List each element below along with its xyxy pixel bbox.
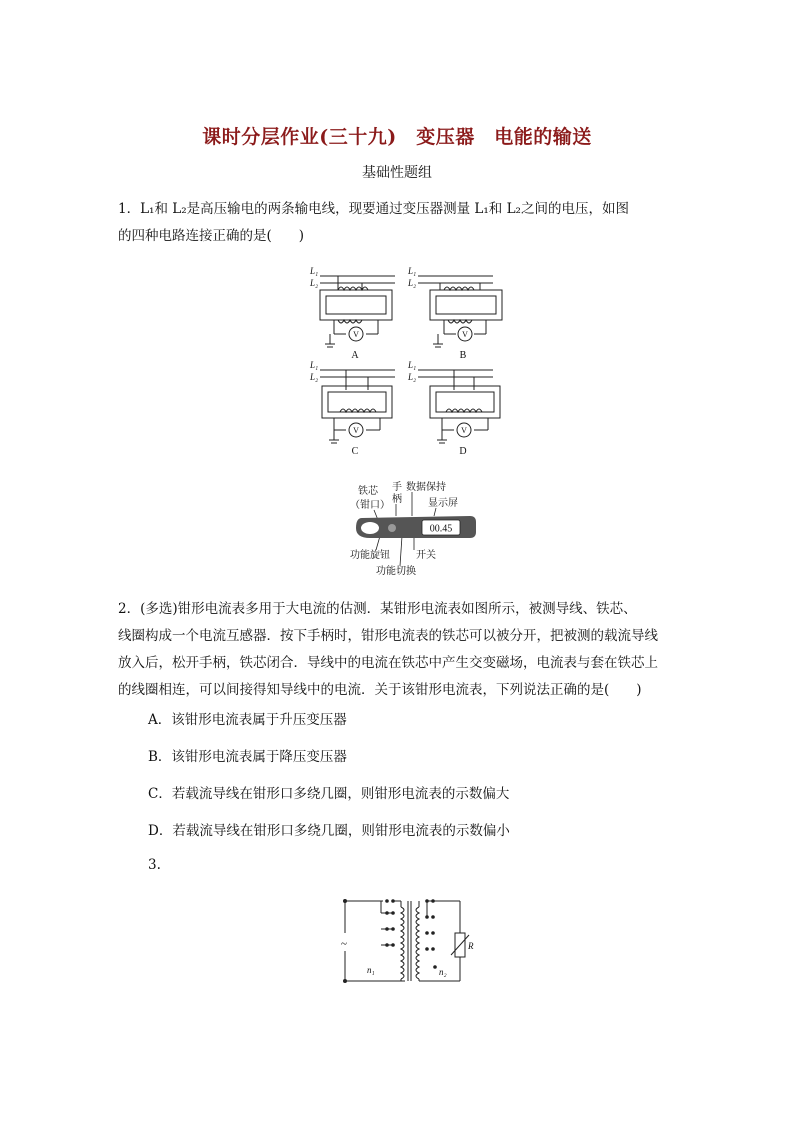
voltmeter-b: V xyxy=(462,330,468,339)
question-2-option-c: C．若载流导线在钳形口多绕几圈，则钳形电流表的示数偏大 xyxy=(148,786,510,802)
question-2-line-1: 2．(多选)钳形电流表多用于大电流的估测．某钳形电流表如图所示，被测导线、铁芯、 xyxy=(118,601,637,617)
label-func-switch: 功能切换 xyxy=(376,566,416,577)
q1-circuit-figure xyxy=(300,262,510,462)
label-handle-2: 柄 xyxy=(392,494,402,505)
voltmeter-c: V xyxy=(353,426,359,435)
display-reading: 00.45 xyxy=(429,523,453,535)
svg-text:L₂: L₂ xyxy=(310,372,319,382)
label-knob: 功能旋钮 xyxy=(350,550,390,561)
question-2 xyxy=(118,596,678,704)
label-handle-1: 手 xyxy=(392,482,402,493)
label-data-hold: 数据保持 xyxy=(406,482,446,493)
question-2-line-3: 放入后，松开手柄，铁芯闭合．导线中的电流在铁芯中产生交变磁场，电流表与套在铁芯上 xyxy=(118,655,658,671)
page-title: 课时分层作业(三十九) 变压器 电能的输送 xyxy=(202,126,592,148)
clamp-meter-figure xyxy=(350,478,480,582)
question-2-option-d: D．若载流导线在钳形口多绕几圈，则钳形电流表的示数偏小 xyxy=(148,823,510,839)
label-n2: n₂ xyxy=(439,967,447,977)
svg-text:L₁: L₁ xyxy=(408,360,417,370)
section-heading: 基础性题组 xyxy=(362,165,432,181)
question-1-line-2: 的四种电路连接正确的是( ) xyxy=(118,228,305,244)
label-display: 显示屏 xyxy=(428,498,458,509)
svg-text:L₁: L₁ xyxy=(408,266,417,276)
question-2-option-a: A．该钳形电流表属于升压变压器 xyxy=(148,712,347,728)
q3-circuit-figure xyxy=(335,893,485,989)
voltmeter-d: V xyxy=(461,426,467,435)
label-l2: L₂ xyxy=(310,278,319,288)
svg-text:L₁: L₁ xyxy=(310,360,319,370)
svg-text:L₂: L₂ xyxy=(408,278,417,288)
label-r: R xyxy=(468,941,474,951)
label-switch: 开关 xyxy=(416,550,436,561)
question-2-option-b: B．该钳形电流表属于降压变压器 xyxy=(148,749,347,765)
question-2-line-4: 的线圈相连，可以间接得知导线中的电流．关于该钳形电流表，下列说法正确的是( ) xyxy=(118,682,642,698)
option-label-d: D xyxy=(459,446,467,457)
label-l1: L₁ xyxy=(310,266,319,276)
label-iron-core: 铁芯 xyxy=(358,486,378,497)
option-label-a: A xyxy=(351,350,359,361)
voltmeter-a: V xyxy=(353,330,359,339)
svg-text:L₂: L₂ xyxy=(408,372,417,382)
question-1-line-1: 1．L₁和 L₂是高压输电的两条输电线，现要通过变压器测量 L₁和 L₂之间的电压，如图 xyxy=(118,201,629,217)
question-1 xyxy=(118,196,678,250)
label-n1: n₁ xyxy=(367,965,375,975)
option-label-c: C xyxy=(351,446,359,457)
ac-source-symbol: ~ xyxy=(341,938,347,950)
option-label-b: B xyxy=(459,350,467,361)
question-2-line-2: 线圈构成一个电流互感器．按下手柄时，钳形电流表的铁芯可以被分开，把被测的载流导线 xyxy=(118,628,658,644)
label-iron-core-sub: （钳口） xyxy=(350,500,390,511)
question-3-number: 3. xyxy=(148,857,161,873)
